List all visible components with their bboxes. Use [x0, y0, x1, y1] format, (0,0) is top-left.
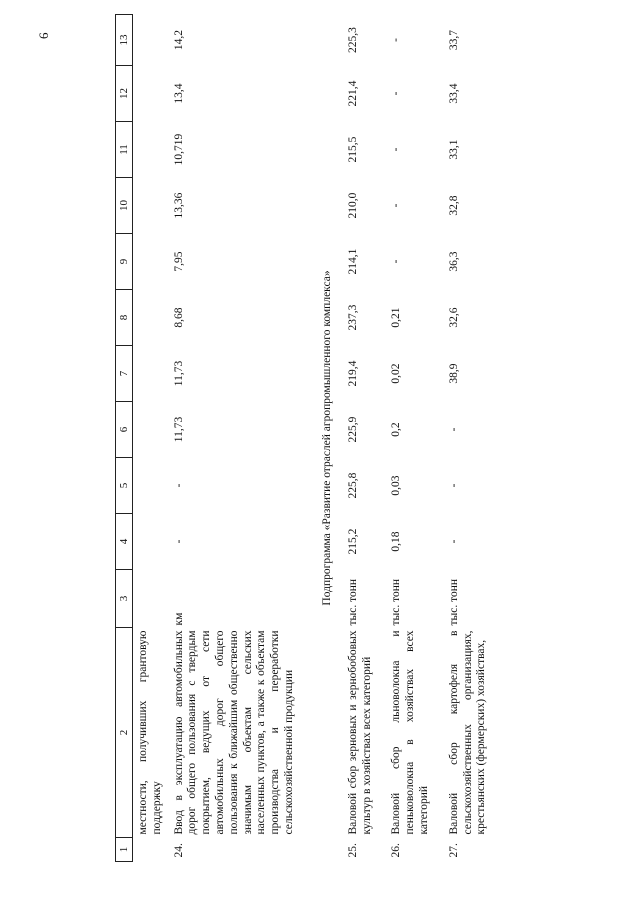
value-cell: - — [447, 427, 460, 432]
value-cell: 0,18 — [390, 531, 403, 552]
indicator-description: Валовой сбор картофеля в сельскохозяйственных организациях, крестьянских (фермерских) хозяйствах, — [447, 630, 488, 835]
value-cell: 215,5 — [346, 136, 359, 163]
column-header-12: 12 — [116, 66, 133, 122]
unit-of-measure: тыс. тонн — [447, 578, 460, 626]
value-cell: - — [390, 203, 403, 208]
row-spacer — [436, 15, 444, 862]
value-cell: - — [172, 483, 185, 488]
value-cell: - — [172, 539, 185, 544]
table-row — [444, 15, 493, 862]
spacer-cell — [301, 15, 309, 862]
page-number: 6 — [36, 32, 51, 39]
subprogram-row — [309, 15, 343, 862]
value-cell: 210,0 — [346, 192, 359, 219]
continuation-row — [133, 15, 169, 862]
value-cell: - — [390, 259, 403, 264]
value-cell: 33,7 — [447, 29, 460, 51]
value-cell: - — [390, 147, 403, 152]
table-row — [169, 15, 301, 862]
table-body — [133, 15, 502, 862]
unit-of-measure: км — [172, 612, 185, 626]
value-cell: 225,3 — [346, 27, 359, 53]
value-cell: 32,6 — [447, 307, 460, 328]
row-number: 24. — [172, 843, 185, 858]
continuation-text: местности, получивших грантовую поддержку — [137, 630, 163, 835]
value-cell: - — [390, 91, 403, 96]
row-spacer — [493, 15, 501, 862]
value-cell: 38,9 — [447, 363, 460, 384]
value-cell: 13,36 — [172, 192, 185, 219]
row-spacer — [378, 15, 386, 862]
value-cell: 8,68 — [172, 307, 185, 328]
unit-of-measure: тыс. тонн — [346, 578, 359, 626]
value-cell: 10,719 — [172, 133, 185, 166]
value-cell: 0,03 — [390, 475, 403, 496]
subprogram-title: Подпрограмма «Развитие отраслей агропромышленного комплекса» — [320, 270, 333, 606]
value-cell: 11,73 — [172, 360, 185, 387]
row-number: 26. — [390, 843, 403, 858]
column-header-3: 3 — [116, 570, 133, 628]
value-cell: 32,8 — [447, 195, 460, 216]
indicators-table — [115, 14, 501, 862]
table-row — [386, 15, 435, 862]
column-header-11: 11 — [116, 122, 133, 178]
spacer-cell — [436, 15, 444, 862]
row-number: 27. — [447, 843, 460, 858]
value-cell: - — [390, 38, 403, 42]
spacer-cell — [378, 15, 386, 862]
column-header-13: 13 — [116, 15, 133, 66]
table-row — [343, 15, 379, 862]
value-cell: 0,02 — [390, 363, 403, 384]
column-header-8: 8 — [116, 290, 133, 346]
row-spacer — [301, 15, 309, 862]
value-cell: 33,1 — [447, 139, 460, 160]
value-cell: - — [447, 483, 460, 488]
value-cell: 225,9 — [346, 416, 359, 443]
row-number: 25. — [346, 843, 359, 858]
column-header-7: 7 — [116, 346, 133, 402]
column-header-9: 9 — [116, 234, 133, 290]
value-cell: 225,8 — [346, 472, 359, 499]
unit-of-measure: тыс. тонн — [390, 578, 403, 626]
indicator-description: Валовой сбор льноволокна и пеньковолокна в хозяйствах всех категорий — [390, 630, 430, 835]
value-cell: 221,4 — [346, 80, 359, 107]
value-cell: 0,2 — [390, 422, 403, 437]
value-cell: 14,2 — [172, 29, 185, 51]
column-header-1: 1 — [116, 838, 133, 862]
column-header-10: 10 — [116, 178, 133, 234]
spacer-cell — [493, 15, 501, 862]
value-cell: 215,2 — [346, 528, 359, 555]
value-cell: 237,3 — [346, 304, 359, 331]
indicator-description: Валовой сбор зерновых и зернобобовых культур в хозяйствах всех категорий — [346, 630, 373, 835]
column-header-5: 5 — [116, 458, 133, 514]
value-cell: - — [447, 539, 460, 544]
value-cell: 214,1 — [346, 248, 359, 275]
value-cell: 219,4 — [346, 360, 359, 387]
value-cell: 11,73 — [172, 416, 185, 443]
table-header — [116, 15, 133, 862]
value-cell: 36,3 — [447, 251, 460, 272]
column-header-4: 4 — [116, 514, 133, 570]
value-cell: 33,4 — [447, 83, 460, 104]
value-cell: 7,95 — [172, 251, 185, 272]
indicator-description: Ввод в эксплуатацию автомобильных дорог общего пользования с твердым покрытием, ведущих от сети автомобильных дорог общего пользования к ближайшим общественно значимым объектам сельских населенных пунктов, а также к объектам производства и переработки сельскохозяйственной продукции — [172, 630, 295, 835]
value-cell: 13,4 — [172, 83, 185, 104]
value-cell: 0,21 — [390, 307, 403, 328]
header-row — [116, 15, 133, 862]
column-header-6: 6 — [116, 402, 133, 458]
column-header-2: 2 — [116, 628, 133, 838]
